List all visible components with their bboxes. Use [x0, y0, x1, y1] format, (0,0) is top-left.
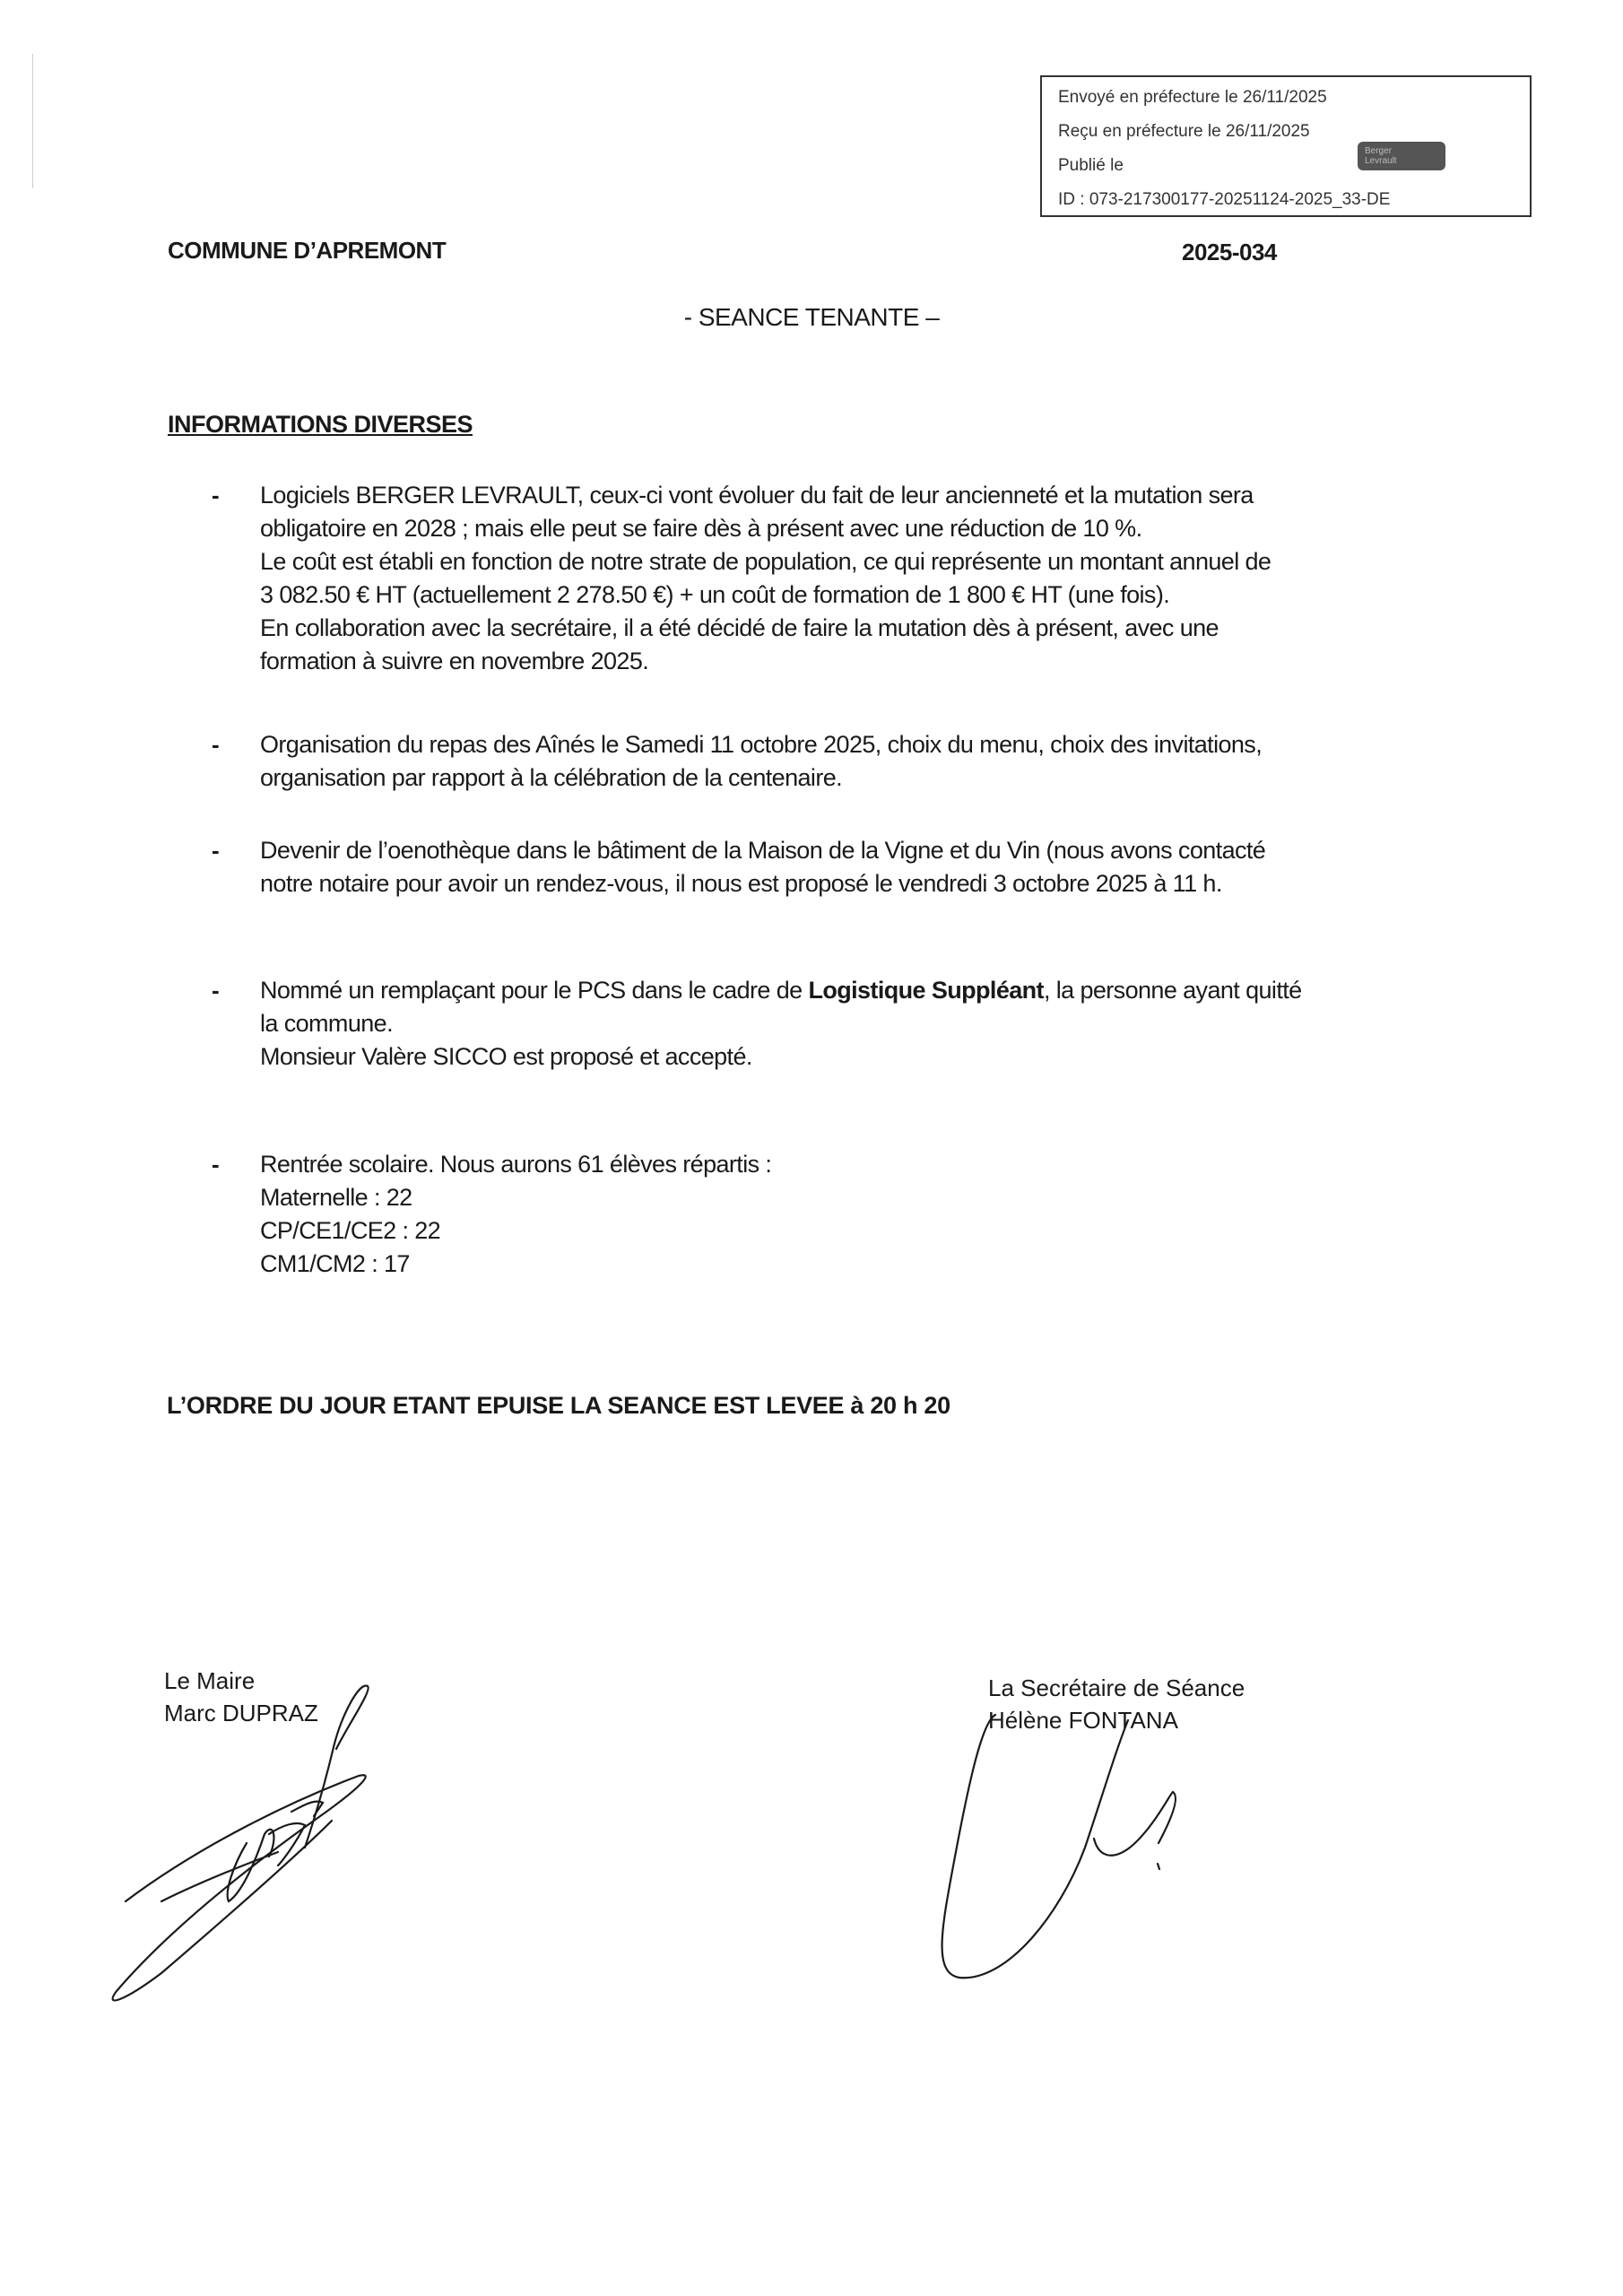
bullet-dash: - [212, 1151, 220, 1178]
stamp-received-date: Reçu en préfecture le 26/11/2025 [1058, 122, 1310, 141]
bullet-dash: - [212, 837, 220, 864]
stamp-published: Publié le [1058, 156, 1124, 175]
logo-text-line2: Levrault [1365, 156, 1397, 166]
berger-levrault-logo [1358, 142, 1445, 170]
secretary-signature [897, 1650, 1300, 1991]
secretary-role: La Secrétaire de Séance [988, 1674, 1245, 1701]
mayor-role: Le Maire [164, 1667, 256, 1694]
item-line: En collaboration avec la secrétaire, il a été décidé de faire la mutation dès à présent, avec une [260, 614, 1219, 641]
deliberation-reference: 2025-034 [1182, 239, 1277, 265]
stamp-sent-date: Envoyé en préfecture le 26/11/2025 [1058, 88, 1327, 107]
mayor-signature [90, 1632, 430, 2009]
bullet-dash: - [212, 977, 220, 1004]
item-line: Maternelle : 22 [260, 1184, 412, 1211]
item-line: CM1/CM2 : 17 [260, 1250, 410, 1277]
item-bold-text: Logistique Suppléant [808, 977, 1044, 1004]
item-line: Rentrée scolaire. Nous aurons 61 élèves répartis : [260, 1151, 772, 1178]
commune-name: COMMUNE D’APREMONT [168, 237, 447, 264]
secretary-name: Hélène FONTANA [988, 1707, 1178, 1734]
bullet-dash: - [212, 482, 220, 509]
mayor-name: Marc DUPRAZ [164, 1700, 318, 1726]
item-text: , la personne ayant quitté [1043, 977, 1302, 1004]
logo-text-line1: Berger [1365, 146, 1393, 156]
item-line: 3 082.50 € HT (actuellement 2 278.50 €) + un coût de formation de 1 800 € HT (une fois). [260, 581, 1170, 608]
section-title: INFORMATIONS DIVERSES [168, 411, 473, 438]
bullet-dash: - [212, 731, 220, 758]
prefecture-stamp [1040, 75, 1532, 217]
item-line: Devenir de l’oenothèque dans le bâtiment de la Maison de la Vigne et du Vin (nous avons contacté [260, 837, 1266, 864]
item-line [260, 974, 1480, 1007]
item-line: Le coût est établi en fonction de notre strate de population, ce qui représente un montant annuel de [260, 548, 1271, 575]
scan-margin-mark [32, 54, 33, 188]
stamp-id: ID : 073-217300177-20251124-2025_33-DE [1058, 190, 1391, 209]
item-line: la commune. [260, 1010, 393, 1037]
item-line: notre notaire pour avoir un rendez-vous, il nous est proposé le vendredi 3 octobre 2025 à 11 h. [260, 870, 1222, 897]
item-line: obligatoire en 2028 ; mais elle peut se faire dès à présent avec une réduction de 10 %. [260, 515, 1142, 542]
item-line: Organisation du repas des Aînés le Samedi 11 octobre 2025, choix du menu, choix des invitations, [260, 731, 1263, 758]
item-text: Nommé un remplaçant pour le PCS dans le cadre de [260, 977, 809, 1004]
closing-statement: L’ORDRE DU JOUR ETANT EPUISE LA SEANCE EST LEVEE à 20 h 20 [167, 1392, 950, 1419]
item-line: CP/CE1/CE2 : 22 [260, 1217, 441, 1244]
item-line: Monsieur Valère SICCO est proposé et accepté. [260, 1043, 752, 1070]
item-line: formation à suivre en novembre 2025. [260, 648, 649, 674]
session-title: - SEANCE TENANTE – [683, 303, 940, 331]
item-line: Logiciels BERGER LEVRAULT, ceux-ci vont évoluer du fait de leur ancienneté et la mutation sera [260, 482, 1254, 509]
item-line: organisation par rapport à la célébration de la centenaire. [260, 764, 843, 791]
